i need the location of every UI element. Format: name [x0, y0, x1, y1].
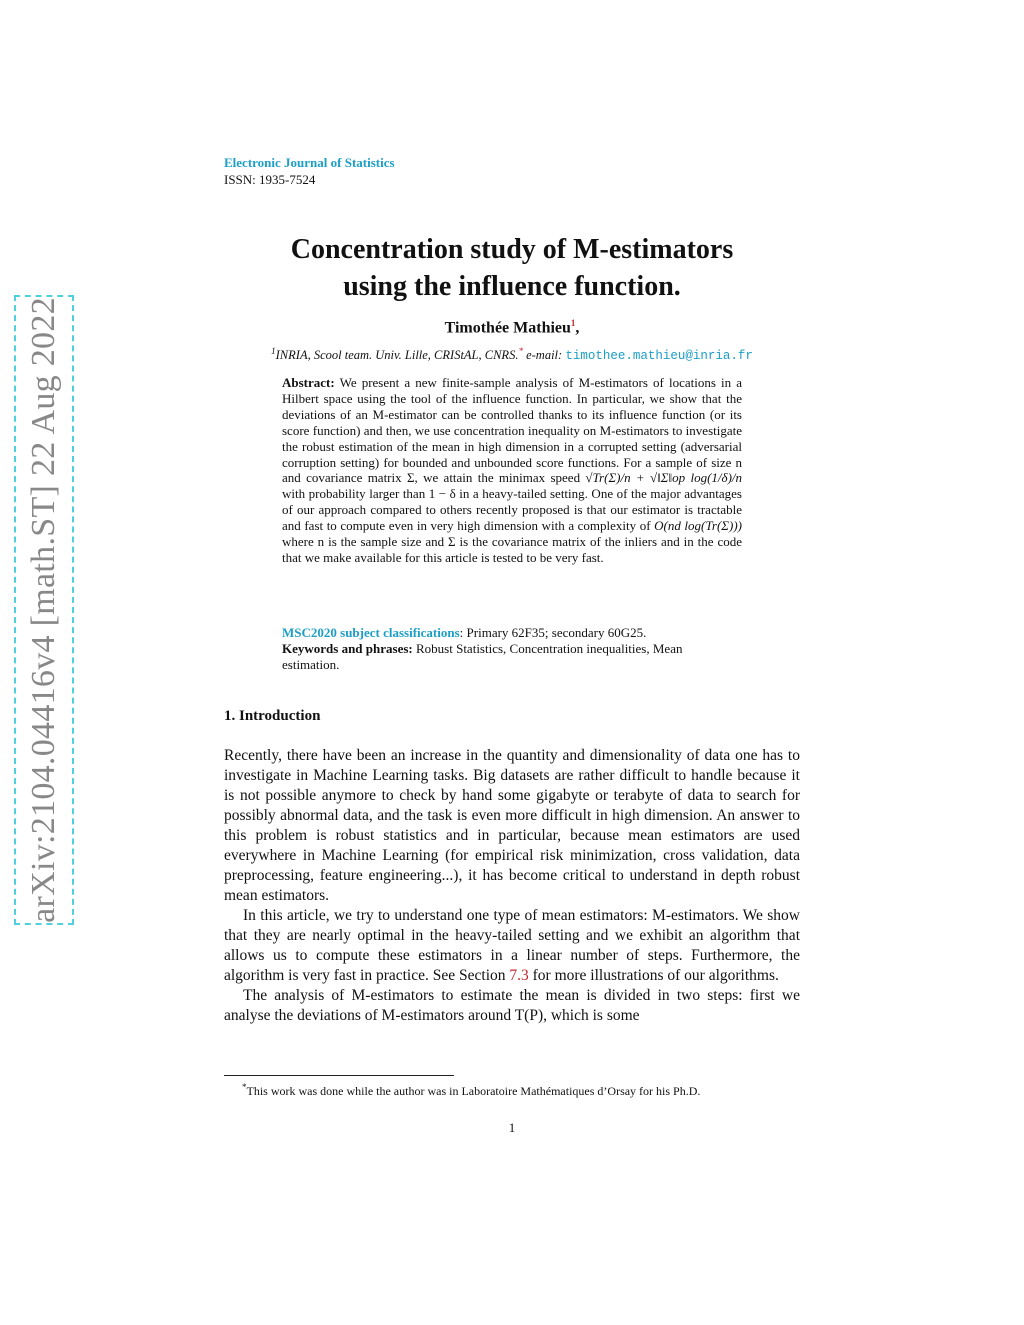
keywords-text: Robust Statistics, Concentration inequalities, Mean estimation. [282, 641, 683, 672]
journal-name[interactable]: Electronic Journal of Statistics [224, 155, 395, 170]
paragraph-2-before: In this article, we try to understand one type of mean estimators: M-estimators. We show that they are nearly optimal in the heavy-tailed setting and we exhibit an algorithm that allows us to compute these estimators in a linear number of steps. Furthermore, the algorithm is very fast in practice. See Section [224, 907, 800, 984]
section-heading: 1. Introduction [224, 708, 321, 724]
msc-link[interactable]: MSC2020 subject classifications [282, 625, 460, 640]
arxiv-stamp [14, 295, 74, 925]
body-text [224, 746, 800, 1026]
footnote-text: This work was done while the author was in Laboratoire Mathématiques d’Orsay for his Ph.D. [246, 1084, 701, 1098]
classification-block [282, 625, 742, 673]
keywords-label: Keywords and phrases: [282, 641, 413, 656]
abstract-math-speed: √Tr(Σ)/n + √‖Σ‖op log(1/δ)/n [585, 470, 743, 486]
issn: ISSN: 1935-7524 [224, 172, 316, 187]
arxiv-stamp-text: arXiv:2104.04416v4 [math.ST] 22 Aug 2022 [25, 297, 62, 923]
msc-text: : Primary 62F35; secondary 60G25. [459, 625, 647, 640]
paragraph-3: The analysis of M-estimators to estimate the mean is divided in two steps: first we analyse the deviations of M-estimators around T(P), which is some [224, 987, 800, 1024]
abstract [282, 375, 742, 566]
title-line-2: using the influence function. [343, 271, 681, 302]
abstract-label: Abstract: [282, 375, 335, 390]
title-line-1: Concentration study of M-estimators [290, 234, 734, 265]
affiliation-text: INRIA, Scool team. Univ. Lille, CRIStAL, CNRS. [275, 348, 519, 363]
paragraph-2 [224, 906, 800, 986]
author-trail: , [575, 319, 580, 337]
page-number: 1 [508, 1120, 516, 1135]
abstract-text-2: with probability larger than 1 − δ in a heavy-tailed setting. One of the major advantages of our approach compared to others recently proposed is that our estimator is tractable and fast to compute even in very high dimension with a complexity of [282, 486, 742, 534]
paragraph-1: Recently, there have been an increase in the quantity and dimensionality of data one has to investigate in Machine Learning tasks. Big datasets are rather difficult to handle because it is not possible anymore to check by hand some gigabyte or terabyte of data to search for possibly abnormal data, and the task is even more difficult in high dimension. An answer to this problem is robust statistics and in particular, because mean estimators are used everywhere in Machine Learning (for empirical risk minimization, cross validation, data preprocessing, feature engineering...), it has become critical to understand in depth robust mean estimators. [224, 747, 800, 904]
footnote-mark: * [242, 1082, 247, 1092]
keywords-line [282, 641, 742, 673]
affiliation-star[interactable]: * [518, 346, 523, 356]
footnote-rule [224, 1075, 454, 1076]
paper-title [160, 231, 864, 305]
abstract-math-complexity: O(nd log(Tr(Σ))) [654, 518, 742, 534]
abstract-text-3: where n is the sample size and Σ is the covariance matrix of the inliers and in the code that we make available for this article is tested to be very fast. [282, 534, 742, 565]
author-sup[interactable]: 1 [570, 318, 576, 328]
author [160, 318, 864, 337]
paragraph-2-after: for more illustrations of our algorithms. [532, 967, 779, 984]
affiliation-sup: 1 [271, 346, 276, 356]
email-link[interactable]: timothee.mathieu@inria.fr [565, 349, 753, 364]
section-ref-link[interactable]: 7.3 [509, 967, 529, 984]
email-label: e-mail: [526, 348, 563, 363]
abstract-text-1: We present a new finite-sample analysis of M-estimators of locations in a Hilbert space using the tool of the influence function. In particular, we show that the deviations of an M-estimator can be controlled thanks to its influence function (or its score function) and then, we use concentration inequality on M-estimators to investigate the robust estimation of the mean in high dimension in a corrupted setting (adversarial corruption setting) for bounded and unbounded score functions. For a sample of size n and covariance matrix Σ, we attain the minimax speed [282, 375, 743, 486]
msc-line [282, 625, 742, 641]
affiliation [160, 346, 864, 363]
author-name: Timothée Mathieu [444, 319, 571, 337]
footnote [224, 1079, 800, 1099]
